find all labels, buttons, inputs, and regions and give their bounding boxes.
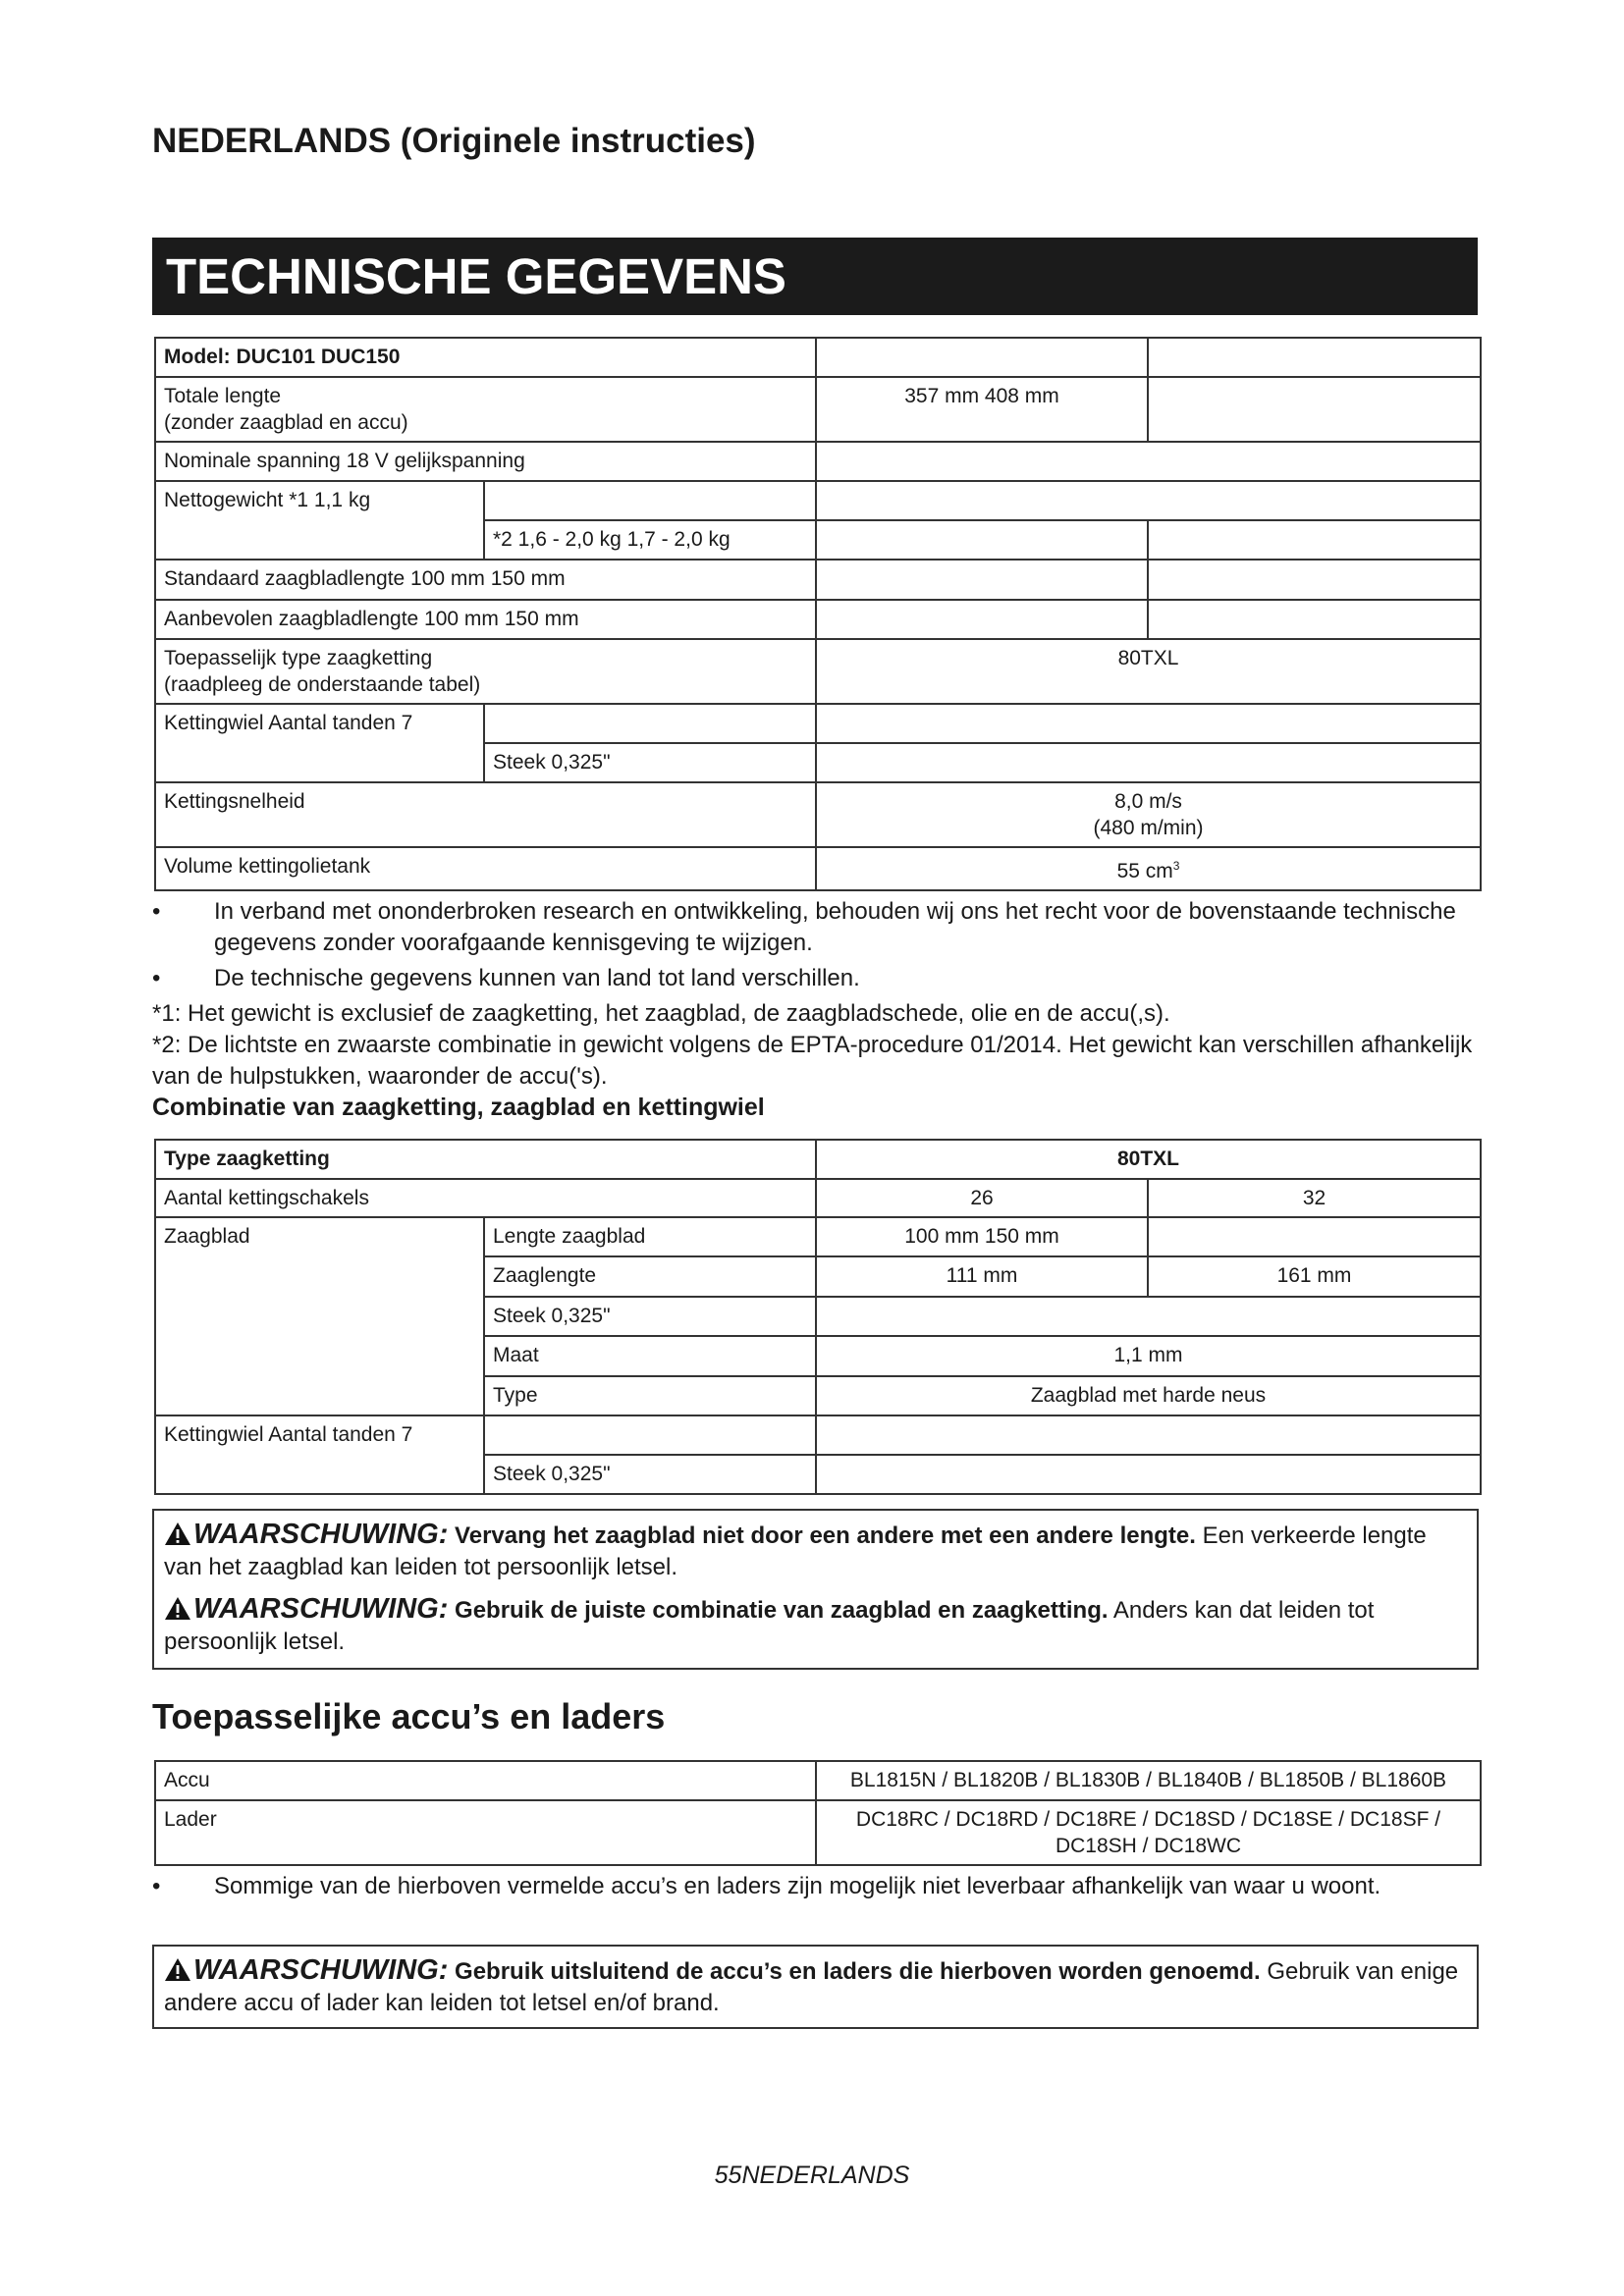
cutting-length-label: Zaaglengte xyxy=(484,1256,816,1297)
cutting-length-value: 161 mm xyxy=(1148,1256,1481,1297)
empty-cell xyxy=(816,704,1481,743)
empty-cell xyxy=(1148,600,1481,639)
empty-cell xyxy=(816,1297,1481,1336)
empty-cell xyxy=(1148,560,1481,600)
type-label: Type xyxy=(484,1376,816,1415)
table-row xyxy=(155,481,1481,520)
chain-speed-label: Kettingsnelheid xyxy=(155,782,816,847)
standard-bar-length-cell: Standaard zaagbladlengte 100 mm 150 mm xyxy=(155,560,816,600)
charger-value: DC18RC / DC18RD / DC18RE / DC18SD / DC18SE / DC18SF / DC18SH / DC18WC xyxy=(816,1800,1481,1865)
table-row xyxy=(155,442,1481,481)
sprocket-teeth-cell: Kettingwiel Aantal tanden 7 xyxy=(155,1415,484,1494)
battery-label: Accu xyxy=(155,1761,816,1800)
empty-cell xyxy=(816,1455,1481,1494)
batteries-heading: Toepasselijke accu’s en laders xyxy=(152,1696,666,1736)
empty-cell xyxy=(1148,1217,1481,1256)
battery-value: BL1815N / BL1820B / BL1830B / BL1840B / BL1850B / BL1860B xyxy=(816,1761,1481,1800)
oil-tank-value: 55 $cm^3$ xyxy=(816,847,1481,890)
oil-tank-label: Volume kettingolietank xyxy=(155,847,816,890)
empty-cell xyxy=(484,1415,816,1455)
empty-cell xyxy=(816,560,1148,600)
empty-cell xyxy=(1148,377,1481,442)
gauge-label: Maat xyxy=(484,1336,816,1376)
combo-table xyxy=(154,1139,1482,1495)
empty-cell xyxy=(484,481,816,520)
list-item: • In verband met ononderbroken research en ontwikkeling, behouden wij ons het recht voor de bovenstaande technische gegevens zonder voorafgaande kennisgeving te wijzigen. xyxy=(152,896,1478,959)
table-row xyxy=(155,1140,1481,1179)
empty-cell xyxy=(1148,338,1481,377)
model-cell: Model: DUC101 DUC150 xyxy=(155,338,816,377)
table-row xyxy=(155,1179,1481,1217)
combo-heading: Combinatie van zaagketting, zaagblad en kettingwiel xyxy=(152,1094,765,1121)
net-weight-cell: Nettogewicht *1 1,1 kg xyxy=(155,481,484,560)
warning-box xyxy=(152,1509,1479,1670)
list-item: • De technische gegevens kunnen van land tot land verschillen. xyxy=(152,963,1478,994)
empty-cell xyxy=(484,704,816,743)
links-value: 32 xyxy=(1148,1179,1481,1217)
table-row xyxy=(155,1415,1481,1455)
charger-label: Lader xyxy=(155,1800,816,1865)
table-row xyxy=(155,639,1481,704)
warning-triangle-icon xyxy=(164,1596,191,1621)
empty-cell xyxy=(816,1415,1481,1455)
table-row xyxy=(155,1800,1481,1865)
warning-triangle-icon xyxy=(164,1957,191,1982)
chain-speed-value: 8,0 m/s (480 m/min) xyxy=(816,782,1481,847)
empty-cell xyxy=(816,481,1481,520)
links-label: Aantal kettingschakels xyxy=(155,1179,816,1217)
spec-table xyxy=(154,337,1482,891)
table-row xyxy=(155,560,1481,600)
empty-cell xyxy=(816,520,1148,560)
bar-length-value: 100 mm 150 mm xyxy=(816,1217,1148,1256)
cutting-length-value: 111 mm xyxy=(816,1256,1148,1297)
total-length-value: 357 mm 408 mm xyxy=(816,377,1148,442)
gauge-value: 1,1 mm xyxy=(816,1336,1481,1376)
page-footer: 55NEDERLANDS xyxy=(714,2162,910,2189)
rated-voltage-cell: Nominale spanning 18 V gelijkspanning xyxy=(155,442,816,481)
section-banner: TECHNISCHE GEGEVENS xyxy=(152,238,1478,315)
footnote-2: *2: De lichtste en zwaarste combinatie in gewicht volgens de EPTA-procedure 01/2014. Het gewicht kan verschillen afhankelijk van de hulpstukken, waaronder de accu('s). xyxy=(152,1032,1473,1090)
bar-label: Zaagblad xyxy=(155,1217,484,1415)
recommended-bar-length-cell: Aanbevolen zaagbladlengte 100 mm 150 mm xyxy=(155,600,816,639)
spec-notes xyxy=(152,896,1478,1093)
empty-cell xyxy=(816,600,1148,639)
battery-table xyxy=(154,1760,1482,1866)
chain-type-value: 80TXL xyxy=(816,639,1481,704)
empty-cell xyxy=(816,743,1481,782)
table-row xyxy=(155,377,1481,442)
empty-cell xyxy=(816,338,1148,377)
battery-notes xyxy=(152,1871,1478,1902)
links-value: 26 xyxy=(816,1179,1148,1217)
empty-cell xyxy=(1148,520,1481,560)
sprocket-pitch-cell: Steek 0,325" xyxy=(484,1455,816,1494)
table-row xyxy=(155,600,1481,639)
warning-item: WAARSCHUWING: Gebruik de juiste combinatie van zaagblad en zaagketting. Anders kan dat leiden tot persoonlijk letsel. xyxy=(164,1593,1375,1655)
pitch-label: Steek 0,325" xyxy=(484,1297,816,1336)
table-row xyxy=(155,782,1481,847)
chain-type-header: Type zaagketting xyxy=(155,1140,816,1179)
chain-type-header-value: 80TXL xyxy=(816,1140,1481,1179)
footnote-1: *1: Het gewicht is exclusief de zaagketting, het zaagblad, de zaagbladschede, olie en de accu(,s). xyxy=(152,1000,1170,1027)
warning-triangle-icon xyxy=(164,1522,191,1546)
page-language-title: NEDERLANDS (Originele instructies) xyxy=(152,122,756,160)
chain-type-label: Toepasselijk type zaagketting (raadpleeg de onderstaande tabel) xyxy=(155,639,816,704)
empty-cell xyxy=(816,442,1481,481)
total-length-label: Totale lengte (zonder zaagblad en accu) xyxy=(155,377,816,442)
table-row xyxy=(155,338,1481,377)
table-row xyxy=(155,704,1481,743)
warning-box xyxy=(152,1945,1479,2029)
net-weight-2-cell: *2 1,6 - 2,0 kg 1,7 - 2,0 kg xyxy=(484,520,816,560)
list-item: • Sommige van de hierboven vermelde accu’s en laders zijn mogelijk niet leverbaar afhankelijk van waar u woont. xyxy=(152,1871,1478,1902)
table-row xyxy=(155,1761,1481,1800)
sprocket-pitch-cell: Steek 0,325" xyxy=(484,743,816,782)
table-row xyxy=(155,1217,1481,1256)
type-value: Zaagblad met harde neus xyxy=(816,1376,1481,1415)
bar-length-label: Lengte zaagblad xyxy=(484,1217,816,1256)
warning-item: WAARSCHUWING: Gebruik uitsluitend de accu’s en laders die hierboven worden genoemd. Gebruik van enige andere accu of lader kan leiden tot letsel en/of brand. xyxy=(164,1954,1459,2016)
warning-item: WAARSCHUWING: Vervang het zaagblad niet door een andere met een andere lengte. Een verkeerde lengte van het zaagblad kan leiden tot persoonlijk letsel. xyxy=(164,1519,1427,1580)
table-row xyxy=(155,847,1481,890)
sprocket-teeth-cell: Kettingwiel Aantal tanden 7 xyxy=(155,704,484,782)
